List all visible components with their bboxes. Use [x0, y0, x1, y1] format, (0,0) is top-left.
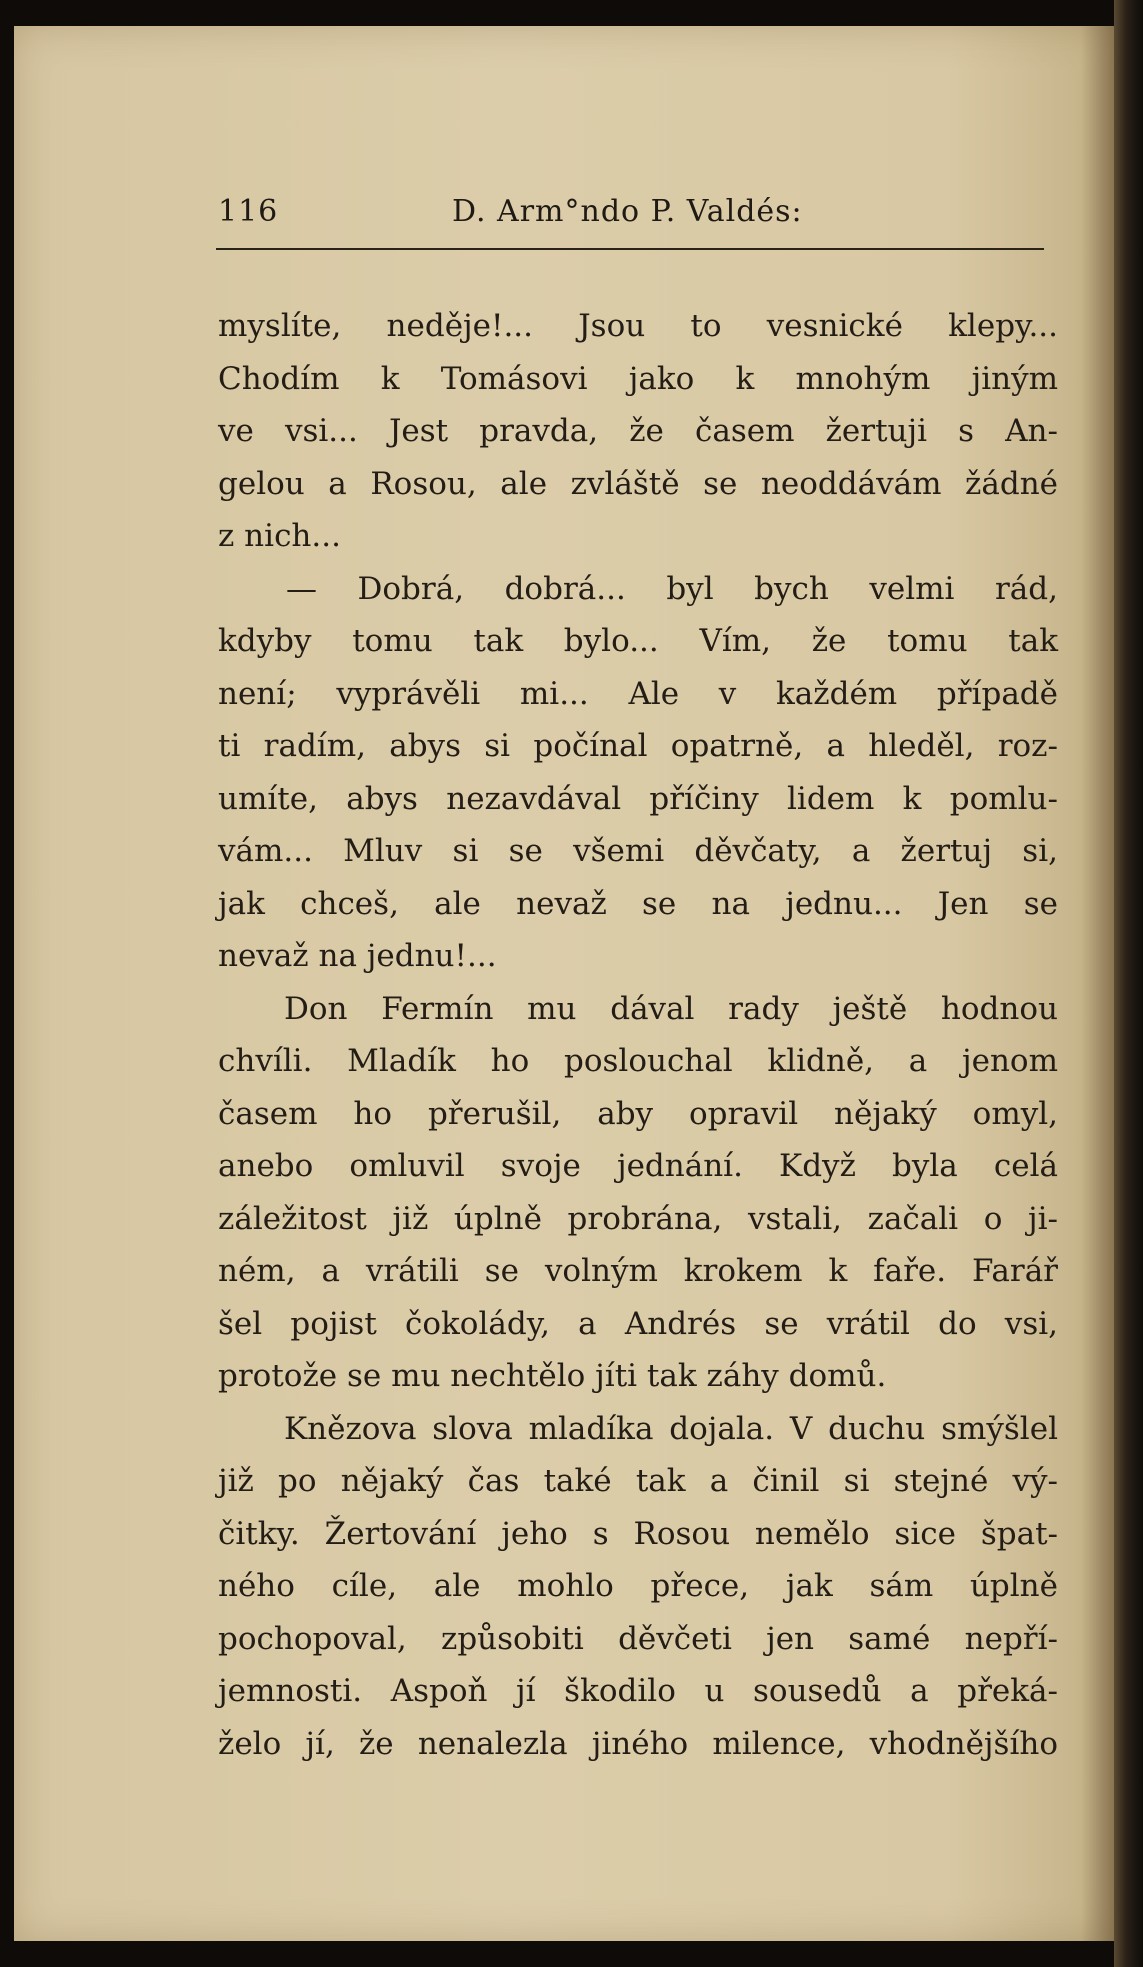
text-line: ného cíle, ale mohlo přece, jak sám úplně [218, 1568, 1058, 1604]
text-line: protože se mu nechtělo jíti tak záhy domů. [218, 1358, 887, 1394]
page-number: 116 [218, 194, 279, 229]
text-line: gelou a Rosou, ale zvláště se neoddávám žádné [218, 465, 1058, 502]
page-header [206, 190, 1046, 246]
text-line: není; vyprávěli mi... Ale v každém případě [218, 675, 1058, 712]
text-line: kdyby tomu tak bylo... Vím, že tomu tak [218, 623, 1058, 659]
body-text [218, 300, 1058, 1770]
text-line: čitky. Žertování jeho s Rosou nemělo sice špat- [218, 1515, 1058, 1552]
text-line: jak chceš, ale nevaž se na jednu... Jen se [218, 885, 1058, 922]
text-line: myslíte, neděje!... Jsou to vesnické klepy... [218, 308, 1058, 344]
text-line: ném, a vrátili se volným krokem k faře. Farář [218, 1253, 1058, 1289]
text-line: šel pojist čokolády, a Andrés se vrátil do vsi, [218, 1305, 1058, 1342]
header-rule [216, 248, 1044, 250]
text-line: ve vsi... Jest pravda, že časem žertuji s An- [218, 413, 1058, 449]
text-line: želo jí, že nenalezla jiného milence, vhodnějšího [218, 1725, 1058, 1762]
text-line: Chodím k Tomásovi jako k mnohým jiným [218, 360, 1058, 397]
text-line: Knězova slova mladíka dojala. V duchu smýšlel [284, 1410, 1058, 1447]
text-line: pochopoval, způsobiti děvčeti jen samé nepří- [218, 1620, 1058, 1657]
text-line: jemnosti. Aspoň jí škodilo u sousedů a překá- [218, 1673, 1058, 1709]
running-head: D. Arm°ndo P. Valdés: [452, 194, 803, 229]
text-line: časem ho přerušil, aby opravil nějaký omyl, [218, 1095, 1058, 1132]
text-line: vám... Mluv si se všemi děvčaty, a žertuj si, [218, 833, 1058, 869]
text-line: — Dobrá, dobrá... byl bych velmi rád, [286, 570, 1058, 607]
text-line: nevaž na jednu!... [218, 938, 497, 974]
text-line: již po nějaký čas také tak a činil si stejné vý- [218, 1463, 1058, 1499]
text-line: z nich... [218, 518, 341, 554]
text-line: umíte, abys nezavdával příčiny lidem k pomlu- [218, 780, 1058, 817]
text-line: ti radím, abys si počínal opatrně, a hleděl, roz- [218, 728, 1058, 764]
text-line: záležitost již úplně probrána, vstali, začali o ji- [218, 1200, 1058, 1237]
text-line: anebo omluvil svoje jednání. Když byla celá [218, 1148, 1058, 1184]
text-line: Don Fermín mu dával rady ještě hodnou [284, 990, 1058, 1027]
text-line: chvíli. Mladík ho poslouchal klidně, a jenom [218, 1043, 1058, 1079]
book-gutter-edge [1114, 0, 1143, 1967]
